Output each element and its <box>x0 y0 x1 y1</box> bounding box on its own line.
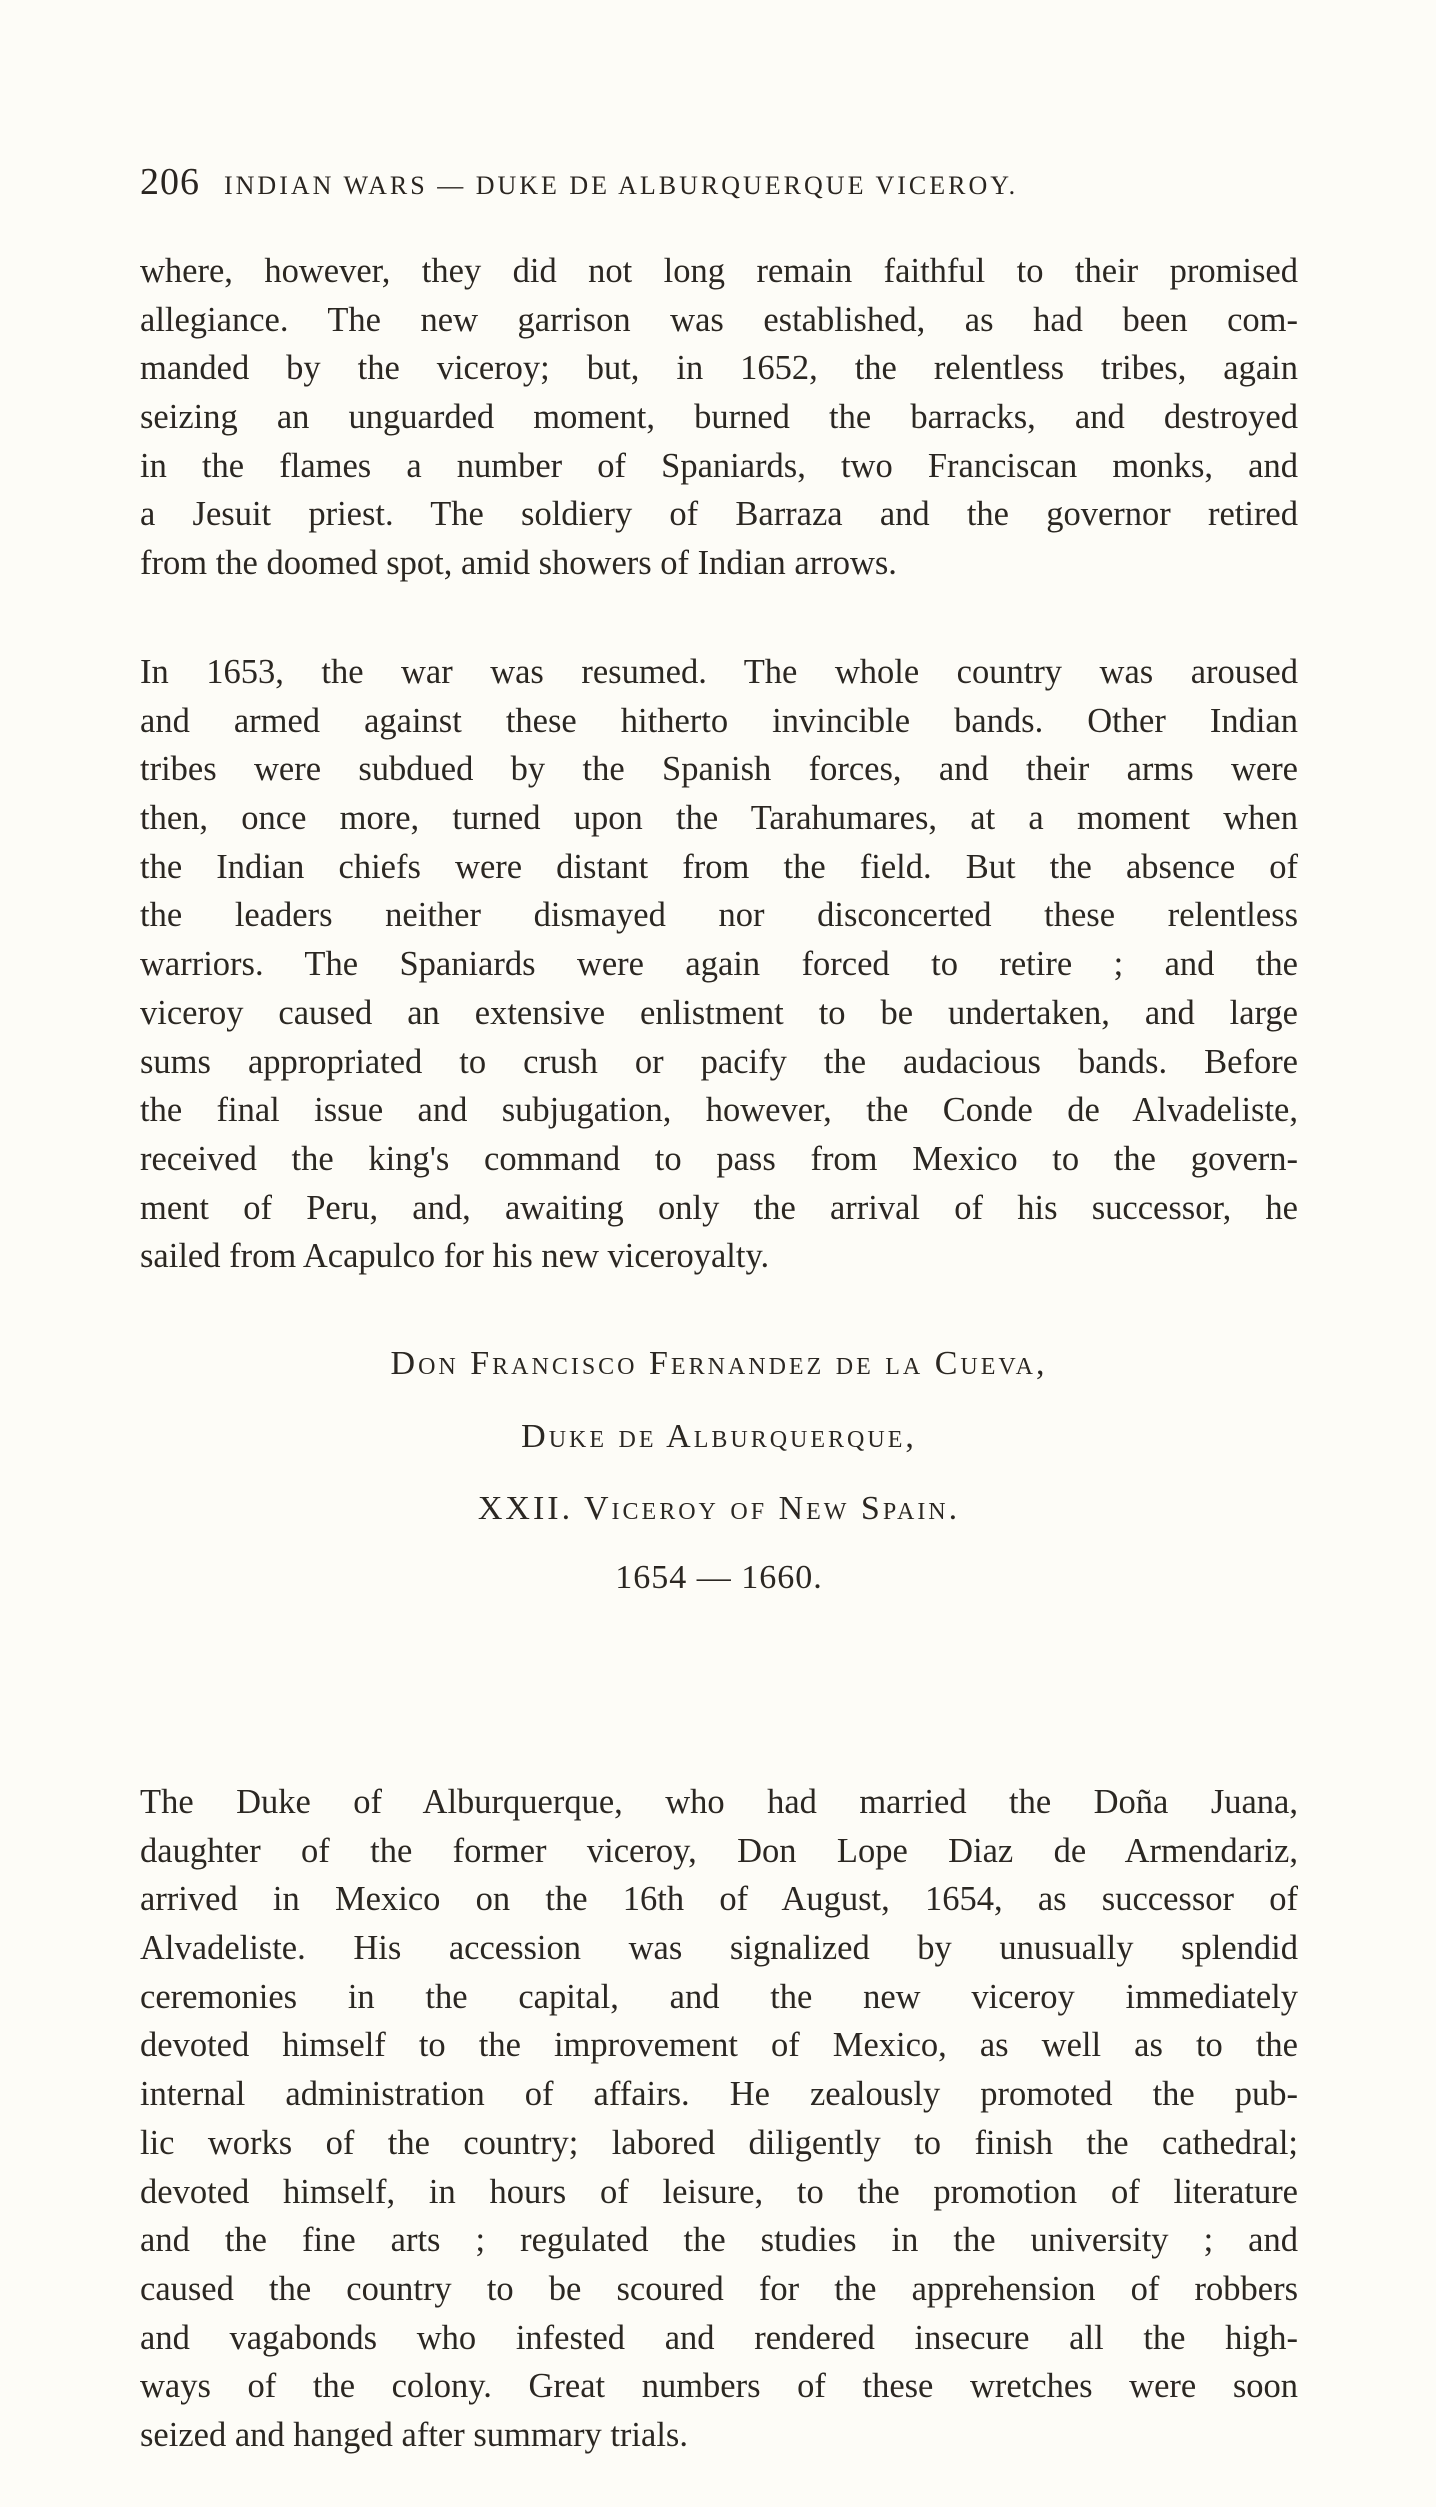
text-line: the leaders neither dismayed nor disconcerted these relentless <box>140 896 1298 935</box>
text-line: where, however, they did not long remain faithful to their promised <box>140 252 1298 290</box>
text-line: seizing an unguarded moment, burned the barracks, and destroyed <box>140 398 1298 437</box>
text-line: caused the country to be scoured for the apprehension of robbers <box>140 2269 1298 2308</box>
paragraph-2 <box>140 648 1298 1281</box>
text-line: devoted himself, in hours of leisure, to the promotion of literature <box>140 2172 1298 2211</box>
text-line: a Jesuit priest. The soldiery of Barraza and the governor retired <box>140 495 1298 534</box>
text-line: ways of the colony. Great numbers of these wretches were soon <box>140 2367 1298 2406</box>
paragraph-1 <box>140 247 1298 588</box>
text-line: daughter of the former viceroy, Don Lope Diaz de Armendariz, <box>140 1831 1298 1870</box>
text-line: then, once more, turned upon the Tarahumares, at a moment when <box>140 799 1298 838</box>
text-line: seized and hanged after summary trials. <box>140 2415 688 2454</box>
text-line: Alvadeliste. His accession was signalized by unusually splendid <box>140 1929 1298 1968</box>
text-line: internal administration of affairs. He zealously promoted the pub- <box>140 2075 1298 2114</box>
page-header <box>140 160 1300 210</box>
text-line: lic works of the country; labored diligently to finish the cathedral; <box>140 2123 1298 2162</box>
page-number: 206 <box>140 161 200 203</box>
text-line: and armed against these hitherto invincible bands. Other Indian <box>140 701 1298 740</box>
text-line: The Duke of Alburquerque, who had married the Doña Juana, <box>140 1783 1298 1821</box>
text-line: In 1653, the war was resumed. The whole country was aroused <box>140 653 1298 691</box>
heading-dates-line: 1654 — 1660. <box>615 1559 823 1596</box>
text-line: in the flames a number of Spaniards, two Franciscan monks, and <box>140 446 1298 485</box>
text-line: manded by the viceroy; but, in 1652, the relentless tribes, again <box>140 349 1298 388</box>
text-line: ment of Peru, and, awaiting only the arrival of his successor, he <box>140 1188 1298 1227</box>
heading-name-line: Don Francisco Fernandez de la Cueva, <box>390 1345 1048 1382</box>
heading-rank-line: XXII. Viceroy of New Spain. <box>477 1490 961 1527</box>
text-line: viceroy caused an extensive enlistment to be undertaken, and large <box>140 993 1298 1032</box>
paragraph-3 <box>140 1778 1298 2460</box>
text-line: devoted himself to the improvement of Mexico, as well as to the <box>140 2026 1298 2065</box>
text-line: from the doomed spot, amid showers of Indian arrows. <box>140 544 897 583</box>
text-line: allegiance. The new garrison was established, as had been com- <box>140 300 1298 339</box>
text-line: warriors. The Spaniards were again forced to retire ; and the <box>140 945 1298 984</box>
text-line: ceremonies in the capital, and the new viceroy immediately <box>140 1977 1298 2016</box>
text-line: arrived in Mexico on the 16th of August, 1654, as successor of <box>140 1880 1298 1919</box>
running-head: INDIAN WARS — DUKE DE ALBURQUERQUE VICEROY. <box>224 171 1019 200</box>
text-line: sailed from Acapulco for his new viceroyalty. <box>140 1237 770 1276</box>
text-line: the Indian chiefs were distant from the field. But the absence of <box>140 847 1298 886</box>
text-line: tribes were subdued by the Spanish forces, and their arms were <box>140 750 1298 789</box>
text-line: received the king's command to pass from Mexico to the govern- <box>140 1139 1298 1178</box>
text-line: the final issue and subjugation, however, the Conde de Alvadeliste, <box>140 1091 1298 1130</box>
text-line: and vagabonds who infested and rendered insecure all the high- <box>140 2318 1298 2357</box>
text-line: sums appropriated to crush or pacify the audacious bands. Before <box>140 1042 1298 1081</box>
heading-title-line: Duke de Alburquerque, <box>521 1418 917 1455</box>
text-line: and the fine arts ; regulated the studies in the university ; and <box>140 2221 1298 2260</box>
